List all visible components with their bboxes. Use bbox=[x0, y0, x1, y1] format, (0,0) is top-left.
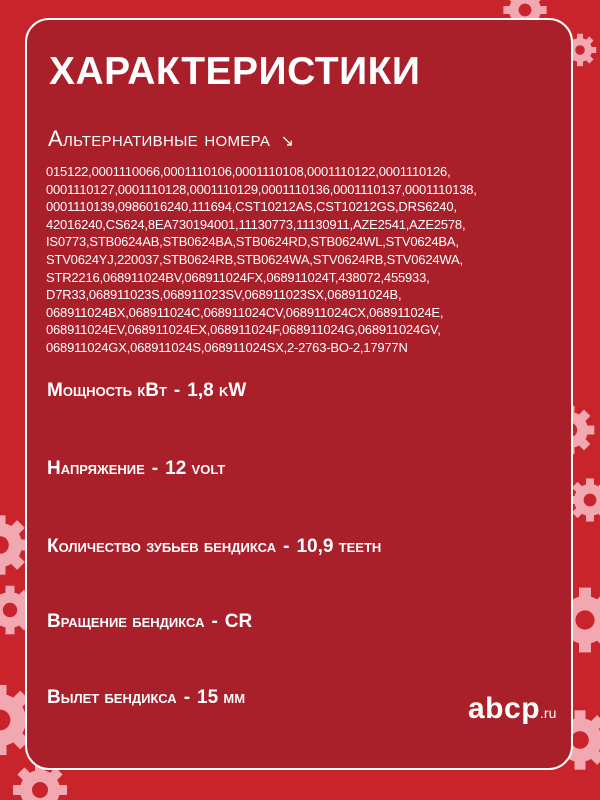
spec-value: CR bbox=[224, 611, 253, 632]
spec-label: Вылет бендикса bbox=[47, 687, 177, 708]
spec-value: 12 volt bbox=[165, 458, 226, 479]
alt-numbers-heading-label: Альтернативные номера bbox=[48, 126, 271, 151]
logo-main: abcp bbox=[468, 692, 541, 725]
alt-numbers-list: 015122,0001110066,0001110106,0001110108,0001110122,0001110126, 0001110127,0001110128,0001110129,0001110136,0001110137,0001110138, 0001110139,0986016240,111694,CST10212AS,CST10212GS,DRS6240, 42016240,CS624,8EA730194001,11130773,11130911,AZE2541,AZE2578, IS0773,STB0624AB,STB0624BA,STB0624RD,STB0624WL,STV0624BA, STV0624YJ,220037,STB0624RB,STB0624WA,STV0624RB,STV0624WA, STR2216,068911024BV,068911024FX,068911024T,438072,455933, D7R33,068911023S,068911023SV,068911023SX,068911024B, 068911024BX,068911024C,068911024CV,068911024CX,068911024E, 068911024EV,068911024EX,068911024F,068911024G,068911024GV, 068911024GX,068911024S,068911024SX,2-2763-BO-2,17977N bbox=[46, 164, 477, 355]
spec-teeth: Количество зубьев бендикса - 10,9 teeth bbox=[47, 536, 382, 557]
spec-rotation: Вращение бендикса - CR bbox=[47, 611, 253, 632]
spec-label: Количество зубьев бендикса bbox=[47, 536, 277, 557]
spec-value: 10,9 teeth bbox=[296, 536, 382, 557]
spec-value: 15 мм bbox=[197, 687, 246, 708]
logo-tld: .ru bbox=[540, 705, 557, 721]
abcp-logo bbox=[468, 692, 556, 726]
alt-numbers-heading bbox=[48, 126, 294, 152]
gear-icon bbox=[568, 478, 600, 521]
spec-value: 1,8 kW bbox=[187, 380, 247, 401]
spec-label: Напряжение bbox=[47, 458, 145, 479]
spec-voltage: Напряжение - 12 volt bbox=[47, 458, 226, 479]
spec-power: Мощность кВт - 1,8 kW bbox=[47, 380, 247, 401]
page-title: ХАРАКТЕРИСТИКИ bbox=[49, 50, 421, 93]
specs-card bbox=[25, 18, 573, 770]
spec-label: Мощность кВт bbox=[47, 380, 167, 401]
arrow-down-right-icon: ↘ bbox=[280, 133, 295, 150]
spec-overhang: Вылет бендикса - 15 мм bbox=[47, 687, 246, 708]
spec-label: Вращение бендикса bbox=[47, 611, 205, 632]
